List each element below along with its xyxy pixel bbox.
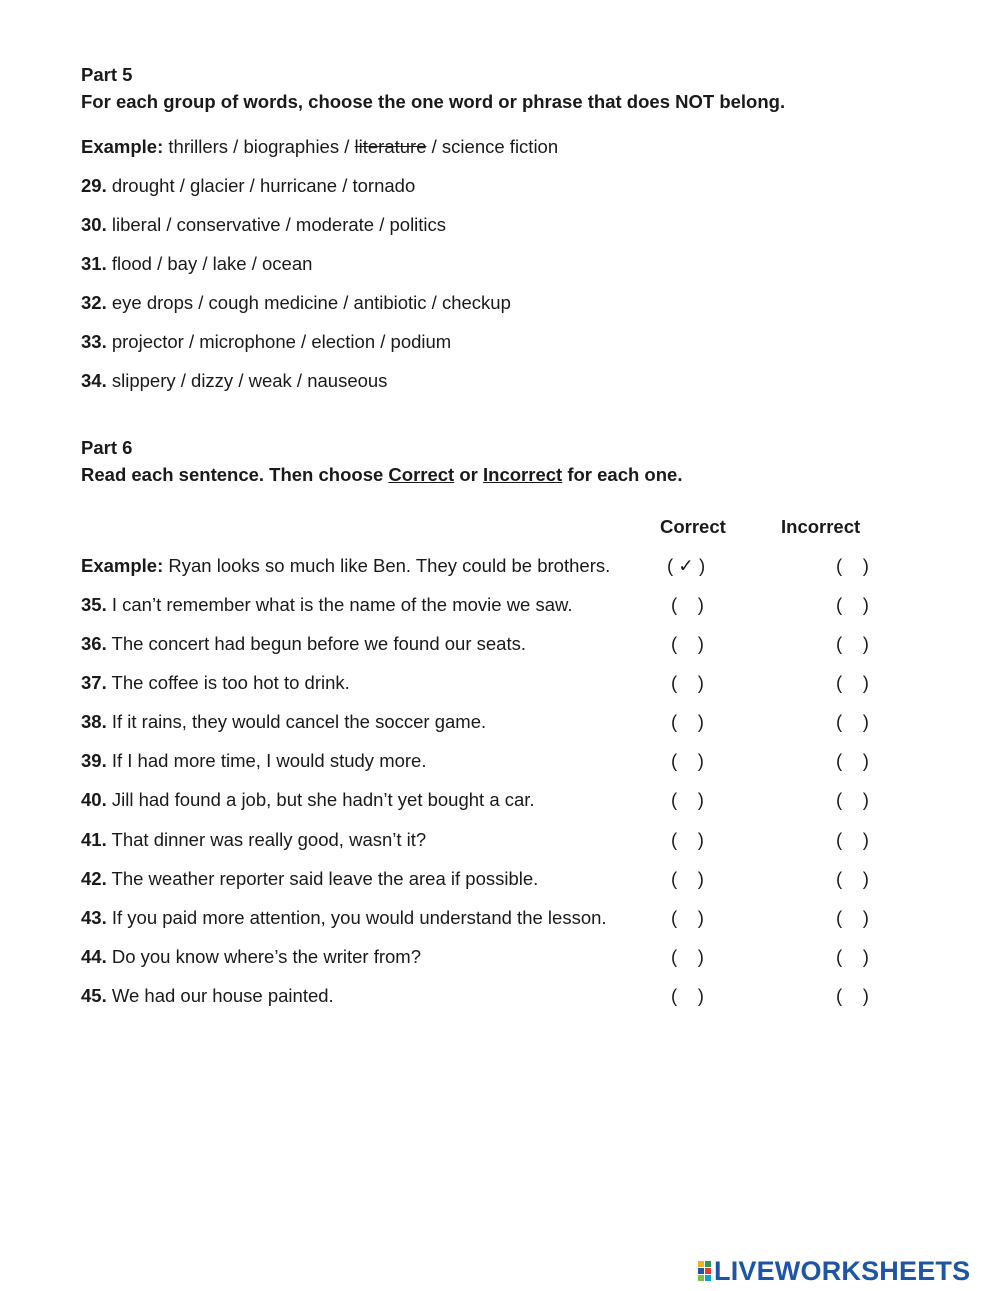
item-text: flood / bay / lake / ocean (111, 253, 313, 274)
part6-item (81, 829, 426, 851)
incorrect-choice[interactable]: ( ) (836, 672, 869, 693)
item-sentence: I can’t remember what is the name of the movie we saw. (111, 594, 573, 615)
part5-title: Part 5 (81, 64, 133, 85)
item-number: 29. (81, 175, 107, 196)
example-post: / science fiction (431, 136, 559, 157)
item-number: 45. (81, 985, 107, 1006)
part5-item (81, 292, 511, 314)
example-pre: thrillers / biographies / (168, 136, 350, 157)
logo-cube (705, 1268, 711, 1274)
item-number: 35. (81, 594, 107, 615)
item-number: 43. (81, 907, 107, 928)
item-text: liberal / conservative / moderate / politics (111, 214, 447, 235)
example-label: Example: (81, 136, 164, 157)
instr-text-b: for each one. (567, 464, 683, 485)
item-number: 44. (81, 946, 107, 967)
item-sentence: The weather reporter said leave the area if possible. (111, 868, 539, 889)
item-sentence: We had our house painted. (111, 985, 334, 1006)
item-number: 37. (81, 672, 107, 693)
example-label: Example: (81, 555, 164, 576)
item-number: 32. (81, 292, 107, 313)
logo-cube (698, 1268, 704, 1274)
correct-choice[interactable]: ( ) (671, 829, 704, 850)
part5-item (81, 214, 446, 236)
correct-choice[interactable]: ( ) (671, 711, 704, 732)
incorrect-choice[interactable]: ( ) (836, 868, 869, 889)
item-number: 34. (81, 370, 107, 391)
example-correct-checked: ( ✓ ) (667, 555, 706, 576)
part6-item (81, 633, 526, 655)
part6-item (81, 946, 421, 968)
item-number: 41. (81, 829, 107, 850)
logo-cube (705, 1261, 711, 1267)
instr-or: or (459, 464, 478, 485)
part6-item (81, 672, 350, 694)
correct-choice[interactable]: ( ) (671, 594, 704, 615)
part6-item (81, 985, 334, 1007)
incorrect-choice[interactable]: ( ) (836, 594, 869, 615)
part5-example (81, 136, 558, 158)
incorrect-choice[interactable]: ( ) (836, 633, 869, 654)
instr-correct-word: Correct (388, 464, 455, 485)
item-text: projector / microphone / election / podium (111, 331, 452, 352)
correct-choice[interactable]: ( ) (671, 750, 704, 771)
item-sentence: If I had more time, I would study more. (111, 750, 427, 771)
correct-choice[interactable]: ( ) (671, 672, 704, 693)
correct-choice[interactable]: ( ) (671, 868, 704, 889)
item-sentence: That dinner was really good, wasn’t it? (111, 829, 427, 850)
item-number: 33. (81, 331, 107, 352)
logo-cube (698, 1275, 704, 1281)
part6-instructions (81, 464, 682, 486)
incorrect-choice[interactable]: ( ) (836, 750, 869, 771)
part5-item (81, 331, 451, 353)
correct-choice[interactable]: ( ) (671, 907, 704, 928)
part6-item (81, 789, 535, 811)
incorrect-choice[interactable]: ( ) (836, 946, 869, 967)
item-sentence: The coffee is too hot to drink. (111, 672, 350, 693)
logo-cubes-icon (697, 1261, 711, 1282)
item-number: 42. (81, 868, 107, 889)
part6-item (81, 594, 573, 616)
incorrect-choice[interactable]: ( ) (836, 907, 869, 928)
item-number: 36. (81, 633, 107, 654)
incorrect-choice[interactable]: ( ) (836, 789, 869, 810)
instr-incorrect-word: Incorrect (483, 464, 563, 485)
part5-item (81, 253, 312, 275)
item-number: 40. (81, 789, 107, 810)
part6-item (81, 907, 607, 929)
logo-text: LIVEWORKSHEETS (714, 1255, 971, 1286)
item-text: slippery / dizzy / weak / nauseous (111, 370, 388, 391)
correct-choice[interactable]: ( ) (671, 985, 704, 1006)
item-number: 38. (81, 711, 107, 732)
part6-example (81, 555, 610, 577)
correct-choice[interactable]: ( ) (671, 946, 704, 967)
incorrect-choice[interactable]: ( ) (836, 711, 869, 732)
correct-choice[interactable]: ( ) (671, 633, 704, 654)
example-struck-word: literature (354, 136, 427, 157)
item-number: 31. (81, 253, 107, 274)
part5-item (81, 370, 387, 392)
example-sentence: Ryan looks so much like Ben. They could be brothers. (168, 555, 611, 576)
incorrect-choice[interactable]: ( ) (836, 829, 869, 850)
item-text: drought / glacier / hurricane / tornado (111, 175, 416, 196)
liveworksheets-logo (697, 1257, 970, 1285)
item-sentence: If you paid more attention, you would understand the lesson. (111, 907, 607, 928)
example-incorrect-choice: ( ) (836, 555, 869, 576)
column-header-correct: Correct (660, 516, 726, 537)
item-sentence: If it rains, they would cancel the soccer game. (111, 711, 487, 732)
part6-item (81, 750, 427, 772)
logo-cube (705, 1275, 711, 1281)
item-number: 39. (81, 750, 107, 771)
item-sentence: The concert had begun before we found our seats. (111, 633, 527, 654)
item-sentence: Do you know where’s the writer from? (111, 946, 422, 967)
part6-item (81, 711, 486, 733)
part6-title: Part 6 (81, 437, 133, 458)
item-text: eye drops / cough medicine / antibiotic / checkup (111, 292, 511, 313)
part5-item (81, 175, 415, 197)
part6-item (81, 868, 538, 890)
part5-instructions: For each group of words, choose the one word or phrase that does NOT belong. (81, 91, 786, 112)
incorrect-choice[interactable]: ( ) (836, 985, 869, 1006)
correct-choice[interactable]: ( ) (671, 789, 704, 810)
logo-cube (698, 1261, 704, 1267)
instr-text-a: Read each sentence. Then choose (81, 464, 384, 485)
column-header-incorrect: Incorrect (781, 516, 861, 537)
item-number: 30. (81, 214, 107, 235)
item-sentence: Jill had found a job, but she hadn’t yet bought a car. (111, 789, 535, 810)
